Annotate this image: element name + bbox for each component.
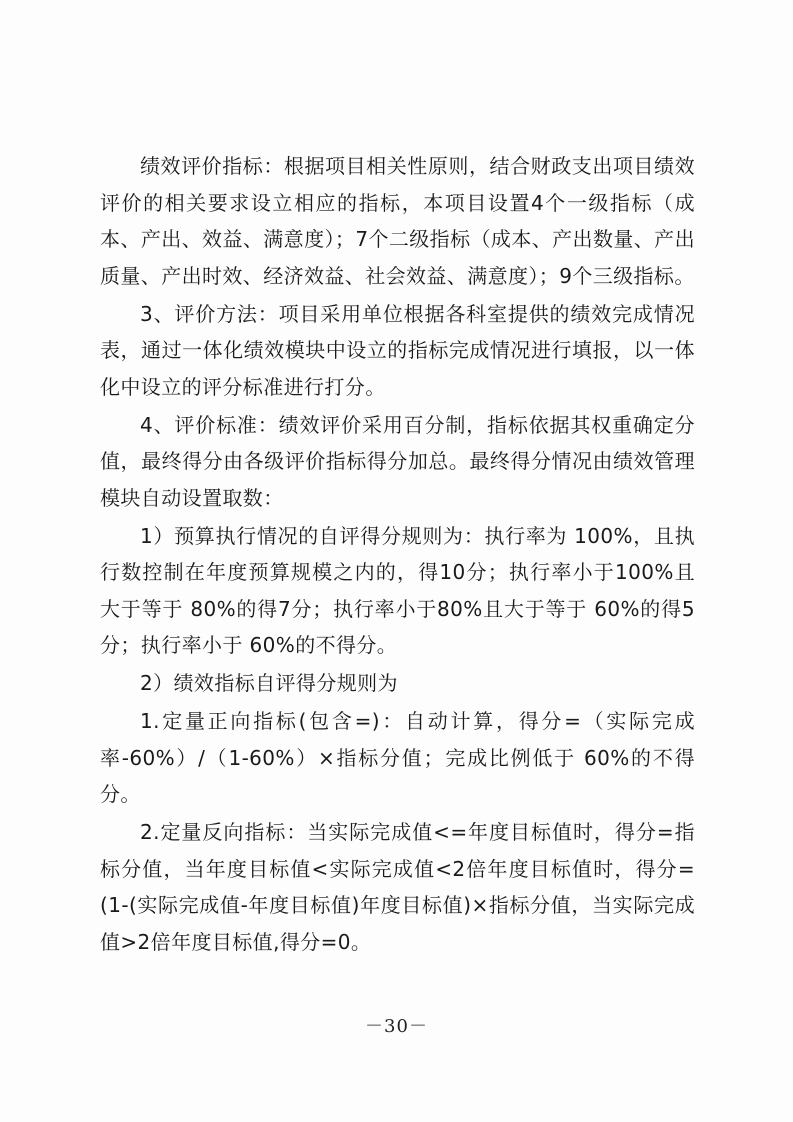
paragraph-budget-execution-rule: 1）预算执行情况的自评得分规则为：执行率为 100%，且执行数控制在年度预算规模之内的，得10分；执行率小于100%且大于等于 80%的得7分；执行率小于80%且大于等于 60%的得5分；执行率小于 60%的不得分。 (100, 523, 695, 657)
paragraph-indicators: 绩效评价指标：根据项目相关性原则，结合财政支出项目绩效评价的相关要求设立相应的指标，本项目设置4个一级指标（成本、产出、效益、满意度）；7个二级指标（成本、产出数量、产出质量、产出时效、经济效益、社会效益、满意度）；9个三级指标。 (100, 154, 695, 288)
paragraph-indicator-rule-heading: 2）绩效指标自评得分规则为 (140, 671, 398, 695)
paragraph-negative-indicator: 2.定量反向指标：当实际完成值<=年度目标值时，得分=指标分值，当年度目标值<实际完成值<2倍年度目标值时，得分=(1-(实际完成值-年度目标值)年度目标值)×指标分值，当实际完成值>2倍年度目标值,得分=0。 (100, 820, 695, 954)
paragraph-evaluation-method: 3、评价方法：项目采用单位根据各科室提供的绩效完成情况表，通过一体化绩效模块中设立的指标完成情况进行填报，以一体化中设立的评分标准进行打分。 (100, 301, 695, 399)
page-number: －30－ (365, 1016, 428, 1037)
document-body (100, 148, 695, 962)
paragraph-positive-indicator: 1.定量正向指标(包含=)：自动计算，得分=（实际完成率-60%）/（1-60%）×指标分值；完成比例低于 60%的不得分。 (100, 709, 695, 806)
paragraph-evaluation-standard: 4、评价标准：绩效评价采用百分制，指标依据其权重确定分值，最终得分由各级评价指标得分加总。最终得分情况由绩效管理模块自动设置取数： (100, 412, 695, 510)
